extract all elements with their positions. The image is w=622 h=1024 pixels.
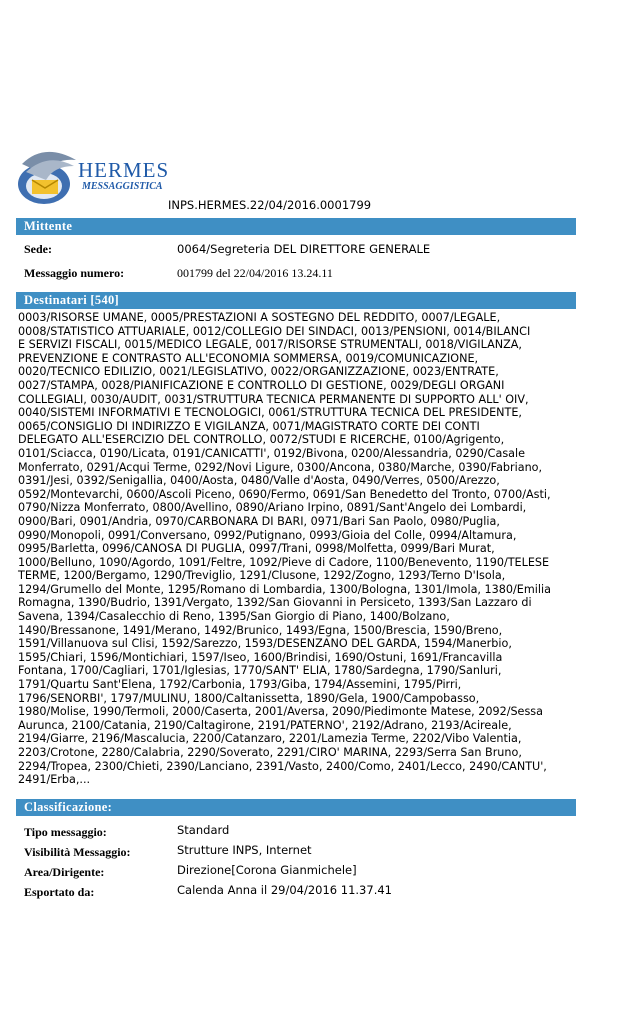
recipient-line: 2491/Erba,... xyxy=(18,773,91,787)
recipient-line: 0790/Nizza Monferrato, 0800/Avellino, 0890/Ariano Irpino, 0891/Sant'Angelo dei Lombardi, xyxy=(18,501,527,515)
recipient-line: 0040/SISTEMI INFORMATIVI E TECNOLOGICI, 0061/STRUTTURA TECNICA DEL PRESIDENTE, xyxy=(18,406,522,420)
recipient-line: 0391/Jesi, 0392/Senigallia, 0400/Aosta, 0480/Valle d'Aosta, 0490/Verres, 0500/Arezzo, xyxy=(18,474,500,488)
area-label: Area/Dirigente: xyxy=(24,865,105,879)
recipient-line: 0990/Monopoli, 0991/Conversano, 0992/Putignano, 0993/Gioia del Colle, 0994/Altamura, xyxy=(18,528,517,542)
recipient-line: 2294/Tropea, 2300/Chieti, 2390/Lanciano, 2391/Vasto, 2400/Como, 2401/Lecco, 2490/CANTU', xyxy=(18,759,547,773)
recipient-line: E SERVIZI FISCALI, 0015/MEDICO LEGALE, 0017/RISORSE STRUMENTALI, 0018/VIGILANZA, xyxy=(18,338,522,352)
esportato-value: Calenda Anna il 29/04/2016 11.37.41 xyxy=(177,883,392,897)
recipient-line: 1980/Molise, 1990/Termoli, 2000/Caserta, 2001/Aversa, 2090/Piedimonte Matese, 2092/Sessa xyxy=(18,705,543,719)
visibilita-label: Visibilità Messaggio: xyxy=(24,845,131,859)
tipo-label: Tipo messaggio: xyxy=(24,825,107,839)
recipient-line: 0065/CONSIGLIO DI INDIRIZZO E VIGILANZA, 0071/MAGISTRATO CORTE DEI CONTI xyxy=(18,419,480,433)
sede-label: Sede: xyxy=(24,242,52,256)
tipo-value: Standard xyxy=(177,823,230,837)
protocol-number: INPS.HERMES.22/04/2016.0001799 xyxy=(168,198,372,212)
recipient-line: 0995/Barletta, 0996/CANOSA DI PUGLIA, 0997/Trani, 0998/Molfetta, 0999/Bari Murat, xyxy=(18,542,495,556)
recipients-list xyxy=(18,311,578,787)
recipient-line: TERME, 1200/Bergamo, 1290/Treviglio, 1291/Clusone, 1292/Zogno, 1293/Terno D'Isola, xyxy=(18,569,506,583)
recipient-line: 1591/Villanuova sul Clisi, 1592/Sarezzo, 1593/DESENZANO DEL GARDA, 1594/Manerbio, xyxy=(18,637,512,651)
numero-label: Messaggio numero: xyxy=(24,266,125,280)
section-header-destinatari: Destinatari [540] xyxy=(16,292,576,309)
recipient-line: 1294/Grumello del Monte, 1295/Romano di Lombardia, 1300/Bologna, 1301/Imola, 1380/Emilia xyxy=(18,582,551,596)
recipient-line: 2194/Giarre, 2196/Mascalucia, 2200/Catanzaro, 2201/Lamezia Terme, 2202/Vibo Valentia, xyxy=(18,732,522,746)
logo-sub: MESSAGGISTICA xyxy=(82,181,163,192)
recipient-line: 0020/TECNICO EDILIZIO, 0021/LEGISLATIVO, 0022/ORGANIZZAZIONE, 0023/ENTRATE, xyxy=(18,365,499,379)
section-header-classificazione: Classificazione: xyxy=(16,799,576,816)
recipient-line: 1595/Chiari, 1596/Montichiari, 1597/Iseo, 1600/Brindisi, 1690/Ostuni, 1691/Francavilla xyxy=(18,650,503,664)
recipient-line: 1490/Bressanone, 1491/Merano, 1492/Brunico, 1493/Egna, 1500/Brescia, 1590/Breno, xyxy=(18,623,503,637)
recipient-line: 2203/Crotone, 2280/Calabria, 2290/Soverato, 2291/CIRO' MARINA, 2293/Serra San Bruno, xyxy=(18,746,522,759)
recipient-line: 0101/Sciacca, 0190/Licata, 0191/CANICATTI', 0192/Bivona, 0200/Alessandria, 0290/Casale xyxy=(18,446,525,460)
logo-word: HERMES xyxy=(78,158,170,182)
recipient-line: Romagna, 1390/Budrio, 1391/Vergato, 1392/San Giovanni in Persiceto, 1393/San Lazzaro di xyxy=(18,596,532,610)
recipient-line: Aurunca, 2100/Catania, 2190/Caltagirone, 2191/PATERNO', 2192/Adrano, 2193/Acireale, xyxy=(18,718,512,732)
esportato-label: Esportato da: xyxy=(24,885,95,899)
recipient-line: Savena, 1394/Casalecchio di Reno, 1395/San Giorgio di Piano, 1400/Bolzano, xyxy=(18,610,450,624)
recipient-line: 0592/Montevarchi, 0600/Ascoli Piceno, 0690/Fermo, 0691/San Benedetto del Tronto, 0700/Asti, xyxy=(18,487,551,501)
recipient-line: 1791/Quartu Sant'Elena, 1792/Carbonia, 1793/Giba, 1794/Assemini, 1795/Pirri, xyxy=(18,678,462,692)
recipient-line: DELEGATO ALL'ESERCIZIO DEL CONTROLLO, 0072/STUDI E RICERCHE, 0100/Agrigento, xyxy=(18,433,505,447)
area-value: Direzione[Corona Gianmichele] xyxy=(177,863,357,877)
recipient-line: 1000/Belluno, 1090/Agordo, 1091/Feltre, 1092/Pieve di Cadore, 1100/Benevento, 1190/TELESE xyxy=(18,555,550,569)
recipient-line: COLLEGIALI, 0030/AUDIT, 0031/STRUTTURA TECNICA PERMANENTE DI SUPPORTO ALL' OIV, xyxy=(18,392,529,406)
sede-value: 0064/Segreteria DEL DIRETTORE GENERALE xyxy=(177,242,431,256)
visibilita-value: Strutture INPS, Internet xyxy=(177,843,312,857)
recipient-line: 0003/RISORSE UMANE, 0005/PRESTAZIONI A SOSTEGNO DEL REDDITO, 0007/LEGALE, xyxy=(18,311,501,324)
hermes-logo xyxy=(14,144,174,208)
recipient-line: 1796/SENORBI', 1797/MULINU, 1800/Caltanissetta, 1890/Gela, 1900/Campobasso, xyxy=(18,691,480,705)
recipient-line: PREVENZIONE E CONTRASTO ALL'ECONOMIA SOMMERSA, 0019/COMUNICAZIONE, xyxy=(18,351,479,365)
recipient-line: Monferrato, 0291/Acqui Terme, 0292/Novi Ligure, 0300/Ancona, 0380/Marche, 0390/Fabriano, xyxy=(18,460,543,474)
recipient-line: 0008/STATISTICO ATTUARIALE, 0012/COLLEGIO DEI SINDACI, 0013/PENSIONI, 0014/BILANCI xyxy=(18,324,531,338)
recipient-line: 0027/STAMPA, 0028/PIANIFICAZIONE E CONTROLLO DI GESTIONE, 0029/DEGLI ORGANI xyxy=(18,378,505,392)
recipient-line: Fontana, 1700/Cagliari, 1701/Iglesias, 1770/SANT' ELIA, 1780/Sardegna, 1790/Sanluri, xyxy=(18,664,502,678)
recipient-line: 0900/Bari, 0901/Andria, 0970/CARBONARA DI BARI, 0971/Bari San Paolo, 0980/Puglia, xyxy=(18,514,500,528)
hermes-wing-icon xyxy=(14,144,174,208)
numero-value: 001799 del 22/04/2016 13.24.11 xyxy=(177,266,333,280)
section-header-mittente: Mittente xyxy=(16,218,576,235)
